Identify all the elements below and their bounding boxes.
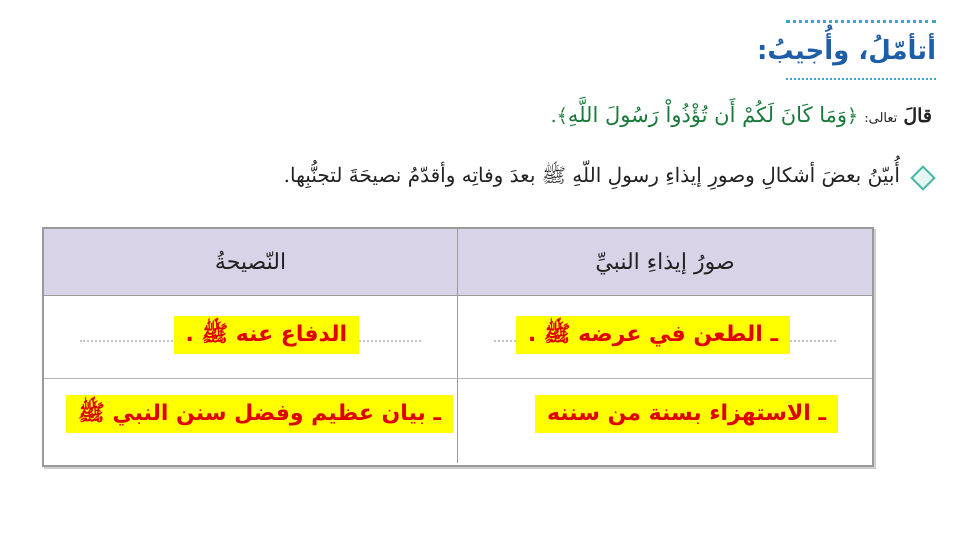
table-cell xyxy=(44,379,457,463)
diamond-bullet-icon xyxy=(910,165,935,190)
table-cell xyxy=(457,379,872,463)
verse-open-bracket: ﴿ xyxy=(847,105,859,127)
verse-taala: تعالى: xyxy=(864,111,898,126)
table-header-row xyxy=(44,229,872,296)
header-forms-label: صورُ إيذاءِ النبيِّ xyxy=(595,249,735,275)
quran-verse: وَمَا كَانَ لَكُمْ أَن تُؤْذُواْ رَسُولَ اللَّهِ xyxy=(567,103,848,127)
header-cell-advice xyxy=(44,229,457,295)
header-advice-label: النّصيحةُ xyxy=(214,249,287,275)
table-cell xyxy=(457,296,872,378)
verse-line xyxy=(551,103,932,127)
table-cell xyxy=(44,296,457,378)
answer-highlight: الدفاع عنه ﷺ . xyxy=(174,316,359,354)
task-text: أُبيّنُ بعضَ أشكالِ وصورِ إيذاءِ رسولِ اللّهِ ﷺ بعدَ وفاتِه وأقدّمُ نصيحَةَ لتجنُّبِها. xyxy=(283,163,900,187)
table-row xyxy=(44,296,872,379)
decorative-dotted-line xyxy=(786,20,936,29)
task-line xyxy=(284,163,932,192)
answer-highlight: ـ الاستهزاء بسنة من سننه xyxy=(535,395,838,433)
verse-intro: قالَ xyxy=(903,105,932,127)
answers-table xyxy=(42,227,874,467)
section-heading-block xyxy=(756,20,936,80)
header-cell-forms xyxy=(457,229,872,295)
answer-highlight: ـ بيان عظيم وفضل سنن النبي ﷺ xyxy=(66,395,453,433)
table-row xyxy=(44,379,872,463)
answer-highlight: ـ الطعن في عرضه ﷺ . xyxy=(516,316,790,354)
heading-underline xyxy=(786,78,936,80)
section-heading: أتأمّلُ، وأُجيبُ: xyxy=(756,36,936,66)
verse-close-bracket: ﴾. xyxy=(550,105,568,127)
